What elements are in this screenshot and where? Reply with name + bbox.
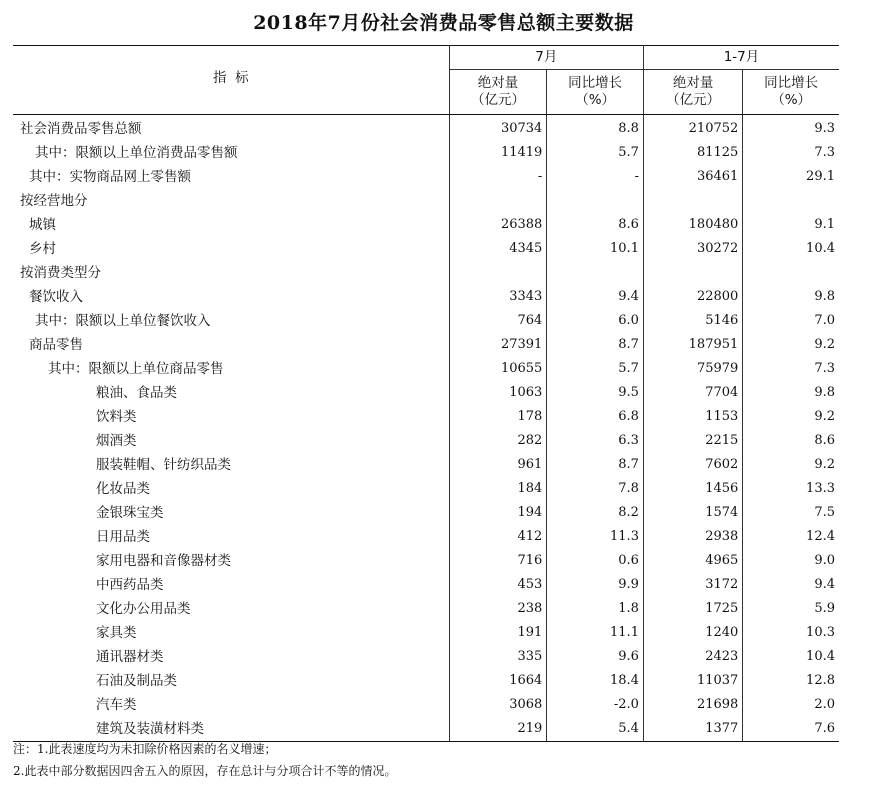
cell-jul-yoy: -	[547, 165, 644, 189]
cell-jul-yoy: 5.7	[547, 357, 644, 381]
cell-ytd-abs	[643, 189, 742, 213]
row-label: 建筑及装潢材料类	[13, 717, 449, 742]
cell-ytd-abs: 3172	[643, 573, 742, 597]
table-row	[13, 333, 839, 357]
cell-ytd-yoy: 9.8	[814, 385, 835, 400]
table-row	[13, 115, 839, 142]
row-label: 通讯器材类	[13, 645, 449, 669]
cell-jul-abs: 764	[449, 309, 547, 333]
cell-jul-abs: 4345	[449, 237, 547, 261]
cell-ytd-yoy: 8.6	[814, 433, 835, 448]
cell-ytd-abs: 1456	[643, 477, 742, 501]
cell-jul-yoy: 18.4	[547, 669, 644, 693]
cell-ytd-yoy: 9.4	[814, 577, 835, 592]
cell-ytd-abs: 7602	[643, 453, 742, 477]
cell-ytd-yoy: 29.1	[806, 169, 835, 184]
cell-jul-abs: 1664	[449, 669, 547, 693]
row-label: 文化办公用品类	[13, 597, 449, 621]
cell-ytd-yoy: 9.8	[814, 289, 835, 304]
note-2: 2.此表中部分数据因四舍五入的原因，存在总计与分项合计不等的情况。	[13, 764, 397, 778]
row-label: 其中：实物商品网上零售额	[13, 165, 449, 189]
row-label: 金银珠宝类	[13, 501, 449, 525]
cell-jul-yoy: 8.6	[547, 213, 644, 237]
cell-jul-yoy: 9.4	[547, 285, 644, 309]
row-label: 石油及制品类	[13, 669, 449, 693]
cell-jul-yoy: 6.3	[547, 429, 644, 453]
table-row	[13, 501, 839, 525]
row-label: 其中：限额以上单位商品零售	[13, 357, 449, 381]
cell-jul-yoy: 5.7	[547, 141, 644, 165]
cell-ytd-abs: 1725	[643, 597, 742, 621]
cell-jul-yoy: -2.0	[547, 693, 644, 717]
row-label: 烟酒类	[13, 429, 449, 453]
cell-jul-yoy: 9.9	[547, 573, 644, 597]
cell-jul-yoy: 8.2	[547, 501, 644, 525]
cell-ytd-abs	[643, 261, 742, 285]
cell-jul-yoy	[547, 261, 644, 285]
cell-ytd-abs: 81125	[643, 141, 742, 165]
cell-jul-yoy: 9.5	[547, 381, 644, 405]
indicator-header: 指 标	[13, 46, 449, 115]
cell-ytd-abs: 30272	[643, 237, 742, 261]
cell-jul-abs: 961	[449, 453, 547, 477]
table-row	[13, 213, 839, 237]
cell-ytd-yoy: 12.4	[806, 529, 835, 544]
row-label: 饮料类	[13, 405, 449, 429]
row-label: 乡村	[13, 237, 449, 261]
cell-ytd-abs: 36461	[643, 165, 742, 189]
cell-jul-abs: 30734	[449, 115, 547, 142]
cell-ytd-yoy: 2.0	[814, 697, 835, 712]
cell-jul-abs: 412	[449, 525, 547, 549]
cell-ytd-yoy: 7.3	[814, 145, 835, 160]
cell-ytd-yoy: 9.3	[814, 121, 835, 136]
row-label: 餐饮收入	[13, 285, 449, 309]
col-header-ytd-abs: 绝对量 （亿元）	[643, 70, 742, 115]
row-label: 按消费类型分	[13, 261, 449, 285]
cell-ytd-yoy: 7.3	[814, 361, 835, 376]
row-label: 按经营地分	[13, 189, 449, 213]
cell-jul-yoy	[547, 189, 644, 213]
cell-ytd-yoy: 7.5	[814, 505, 835, 520]
col-header-ytd-yoy: 同比增长 （%）	[743, 70, 839, 115]
row-label: 家具类	[13, 621, 449, 645]
row-label: 粮油、食品类	[13, 381, 449, 405]
table-row	[13, 309, 839, 333]
row-label: 商品零售	[13, 333, 449, 357]
cell-ytd-abs: 210752	[643, 115, 742, 142]
table-row	[13, 645, 839, 669]
table-row	[13, 669, 839, 693]
cell-jul-yoy: 9.6	[547, 645, 644, 669]
cell-ytd-abs: 2215	[643, 429, 742, 453]
table-row	[13, 237, 839, 261]
cell-ytd-abs: 1377	[643, 717, 742, 742]
cell-jul-yoy: 8.7	[547, 453, 644, 477]
cell-jul-yoy: 11.1	[547, 621, 644, 645]
table-row	[13, 429, 839, 453]
cell-jul-abs: 184	[449, 477, 547, 501]
table-row	[13, 357, 839, 381]
row-label: 社会消费品零售总额	[13, 115, 449, 142]
cell-jul-abs: 194	[449, 501, 547, 525]
cell-jul-yoy: 10.1	[547, 237, 644, 261]
retail-sales-table	[13, 45, 839, 742]
table-row	[13, 261, 839, 285]
cell-ytd-abs: 1153	[643, 405, 742, 429]
cell-jul-abs: 26388	[449, 213, 547, 237]
table-row	[13, 141, 839, 165]
cell-jul-abs: 178	[449, 405, 547, 429]
cell-jul-yoy: 6.8	[547, 405, 644, 429]
row-label: 服装鞋帽、针纺织品类	[13, 453, 449, 477]
table-row	[13, 573, 839, 597]
cell-ytd-abs: 1240	[643, 621, 742, 645]
table-row	[13, 693, 839, 717]
table-row	[13, 381, 839, 405]
table-row	[13, 189, 839, 213]
cell-ytd-abs: 7704	[643, 381, 742, 405]
cell-ytd-abs: 5146	[643, 309, 742, 333]
cell-ytd-yoy	[743, 189, 839, 213]
cell-jul-yoy: 11.3	[547, 525, 644, 549]
table-row	[13, 525, 839, 549]
cell-jul-yoy: 8.7	[547, 333, 644, 357]
cell-ytd-yoy: 9.2	[814, 337, 835, 352]
cell-jul-abs: 3068	[449, 693, 547, 717]
cell-ytd-abs: 22800	[643, 285, 742, 309]
table-row	[13, 453, 839, 477]
cell-ytd-abs: 75979	[643, 357, 742, 381]
table-row	[13, 165, 839, 189]
cell-jul-abs: 335	[449, 645, 547, 669]
cell-jul-yoy: 0.6	[547, 549, 644, 573]
cell-ytd-yoy: 9.2	[814, 409, 835, 424]
cell-jul-abs: 27391	[449, 333, 547, 357]
cell-ytd-yoy: 13.3	[806, 481, 835, 496]
table-row	[13, 285, 839, 309]
note-1: 注：1.此表速度均为未扣除价格因素的名义增速；	[13, 742, 277, 756]
row-label: 中西药品类	[13, 573, 449, 597]
cell-jul-abs: 238	[449, 597, 547, 621]
cell-jul-abs: 191	[449, 621, 547, 645]
cell-jul-abs: -	[449, 165, 547, 189]
cell-ytd-abs: 4965	[643, 549, 742, 573]
cell-jul-abs: 11419	[449, 141, 547, 165]
page-title: 2018年7月份社会消费品零售总额主要数据	[253, 12, 634, 34]
cell-ytd-yoy: 9.1	[814, 217, 835, 232]
cell-jul-abs: 282	[449, 429, 547, 453]
cell-jul-yoy: 6.0	[547, 309, 644, 333]
cell-ytd-yoy: 10.3	[806, 625, 835, 640]
table-row	[13, 405, 839, 429]
cell-jul-yoy: 1.8	[547, 597, 644, 621]
cell-jul-yoy: 8.8	[547, 115, 644, 142]
period-header-july: 7月	[449, 46, 643, 70]
cell-jul-abs: 716	[449, 549, 547, 573]
cell-jul-abs: 453	[449, 573, 547, 597]
row-label: 化妆品类	[13, 477, 449, 501]
row-label: 日用品类	[13, 525, 449, 549]
cell-ytd-abs: 187951	[643, 333, 742, 357]
cell-ytd-yoy: 10.4	[806, 241, 835, 256]
cell-ytd-abs: 2938	[643, 525, 742, 549]
cell-jul-yoy: 7.8	[547, 477, 644, 501]
cell-ytd-abs: 1574	[643, 501, 742, 525]
cell-jul-abs	[449, 261, 547, 285]
table-row	[13, 549, 839, 573]
cell-ytd-yoy: 9.2	[814, 457, 835, 472]
table-notes	[13, 738, 396, 782]
cell-jul-yoy: 5.4	[547, 717, 644, 742]
cell-jul-abs	[449, 189, 547, 213]
cell-jul-abs: 219	[449, 717, 547, 742]
col-header-jul-abs: 绝对量 （亿元）	[449, 70, 547, 115]
cell-ytd-yoy	[743, 261, 839, 285]
row-label: 其中：限额以上单位餐饮收入	[13, 309, 449, 333]
row-label: 家用电器和音像器材类	[13, 549, 449, 573]
table-row	[13, 621, 839, 645]
cell-jul-abs: 1063	[449, 381, 547, 405]
cell-ytd-yoy: 9.0	[814, 553, 835, 568]
cell-ytd-abs: 2423	[643, 645, 742, 669]
table-row	[13, 597, 839, 621]
cell-ytd-abs: 11037	[643, 669, 742, 693]
cell-ytd-abs: 21698	[643, 693, 742, 717]
cell-ytd-yoy: 7.6	[743, 717, 839, 742]
row-label: 城镇	[13, 213, 449, 237]
cell-jul-abs: 3343	[449, 285, 547, 309]
row-label: 汽车类	[13, 693, 449, 717]
table-row	[13, 477, 839, 501]
cell-ytd-yoy: 5.9	[814, 601, 835, 616]
cell-ytd-yoy: 12.8	[806, 673, 835, 688]
period-header-ytd: 1-7月	[643, 46, 839, 70]
row-label: 其中：限额以上单位消费品零售额	[13, 141, 449, 165]
col-header-jul-yoy: 同比增长 （%）	[547, 70, 644, 115]
cell-ytd-yoy: 10.4	[806, 649, 835, 664]
cell-jul-abs: 10655	[449, 357, 547, 381]
cell-ytd-yoy: 7.0	[814, 313, 835, 328]
cell-ytd-abs: 180480	[643, 213, 742, 237]
